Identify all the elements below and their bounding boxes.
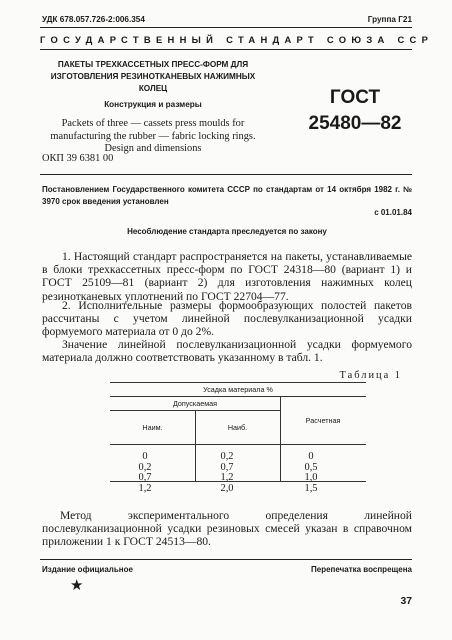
effective-date: с 01.01.84 [374, 208, 412, 217]
table-column-calc [296, 452, 326, 494]
table-rule [195, 410, 196, 481]
table-cell: 0,7 [138, 472, 152, 484]
paragraph-4: Метод экспериментального определения линейной послевулканизационной усадки резиновых смесей указан в справочном приложении 1 к ГОСТ 24513—80. [42, 509, 412, 549]
legal-notice: Несоблюдение стандарта преследуется по закону [127, 227, 327, 236]
table-label: Таблица 1 [339, 370, 402, 381]
title-en-line: manufacturing the rubber — fabric locking rings. [50, 130, 256, 142]
page-number: 37 [400, 596, 412, 607]
document-title-en [42, 118, 264, 156]
table-rule [110, 382, 366, 383]
reprint-prohibited-note: Перепечатка воспрещена [311, 565, 412, 574]
paragraph-2: 2. Исполнительные размеры формообразующих полостей пакетов рассчитаны с учетом линейной послевулканизационной усадки формуемого материала от 0 до 2%. [42, 299, 412, 339]
gost-label: ГОСТ [329, 87, 381, 108]
state-standard-title: ГОСУДАРСТВЕННЫЙ СТАНДАРТ СОЮЗА ССР [40, 34, 434, 45]
table-header-calc: Расчетная [305, 416, 341, 425]
official-edition-note: Издание официальное [42, 565, 133, 574]
title-ru-line: ИЗГОТОВЛЕНИЯ РЕЗИНОТКАНЕВЫХ НАЖИМНЫХ [50, 72, 256, 81]
udk-code: УДК 678.057.726-2:006.354 [42, 15, 145, 24]
gost-designation [300, 85, 410, 137]
star-icon: ★ [70, 578, 84, 594]
title-en-line: Design and dimensions [104, 143, 202, 154]
title-en-line: Packets of three — cassets press moulds for [61, 118, 245, 129]
table-rule [110, 396, 366, 397]
table-rule [110, 444, 366, 445]
title-ru-line: КОЛЕЦ [138, 84, 168, 93]
table-cell: 1,5 [304, 482, 318, 494]
table-cell: 1,2 [220, 472, 234, 484]
construction-subtitle: Конструкция и размеры [104, 100, 202, 109]
shrinkage-table [110, 382, 366, 494]
document-title-ru [42, 59, 264, 95]
table-column-max [212, 452, 242, 494]
table-cell: 0,7 [220, 461, 234, 473]
table-cell: 1,2 [138, 482, 152, 494]
gost-number: 25480—82 [308, 113, 402, 134]
table-cell: 0,2 [138, 461, 152, 473]
title-ru-line: ПАКЕТЫ ТРЕХКАССЕТНЫХ ПРЕСС-ФОРМ ДЛЯ [57, 60, 249, 69]
table-column-min [130, 452, 160, 494]
table-header-main: Усадка материала % [203, 385, 273, 394]
okp-code: ОКП 39 6381 00 [42, 153, 114, 164]
title-rule [40, 49, 412, 50]
table-cell: 2,0 [220, 482, 234, 494]
group-code: Группа Г21 [367, 15, 412, 24]
table-cell: 0 [308, 451, 314, 462]
table-cell: 1,0 [304, 472, 318, 484]
middle-rule [40, 174, 412, 175]
table-rule [280, 396, 281, 481]
decree-text: Постановлением Государственного комитета СССР по стандартам от 14 октября 1982 г. № 3970 срок введения установлен [42, 185, 412, 206]
table-header-max: Наиб. [227, 423, 248, 432]
table-cell: 0 [142, 451, 148, 462]
table-header-min: Наим. [142, 423, 163, 432]
top-rule [40, 27, 412, 28]
paragraph-3: Значение линейной послевулканизационной усадки формуемого материала должно соответствовать указанному в табл. 1. [42, 338, 412, 365]
table-cell: 0,5 [304, 461, 318, 473]
footer-rule [40, 559, 412, 560]
table-header-allowed: Допускаемая [172, 399, 218, 408]
paragraph-1: 1. Настоящий стандарт распространяется на пакеты, устанавливаемые в блоки трехкассетных пресс-форм по ГОСТ 24318—80 (вариант 1) и ГОСТ 25109—81 (вариант 2) для изготовления нажимных колец резинотканевых уплотнений по ГОСТ 22704—77. [42, 250, 412, 303]
table-cell: 0,2 [220, 451, 234, 462]
